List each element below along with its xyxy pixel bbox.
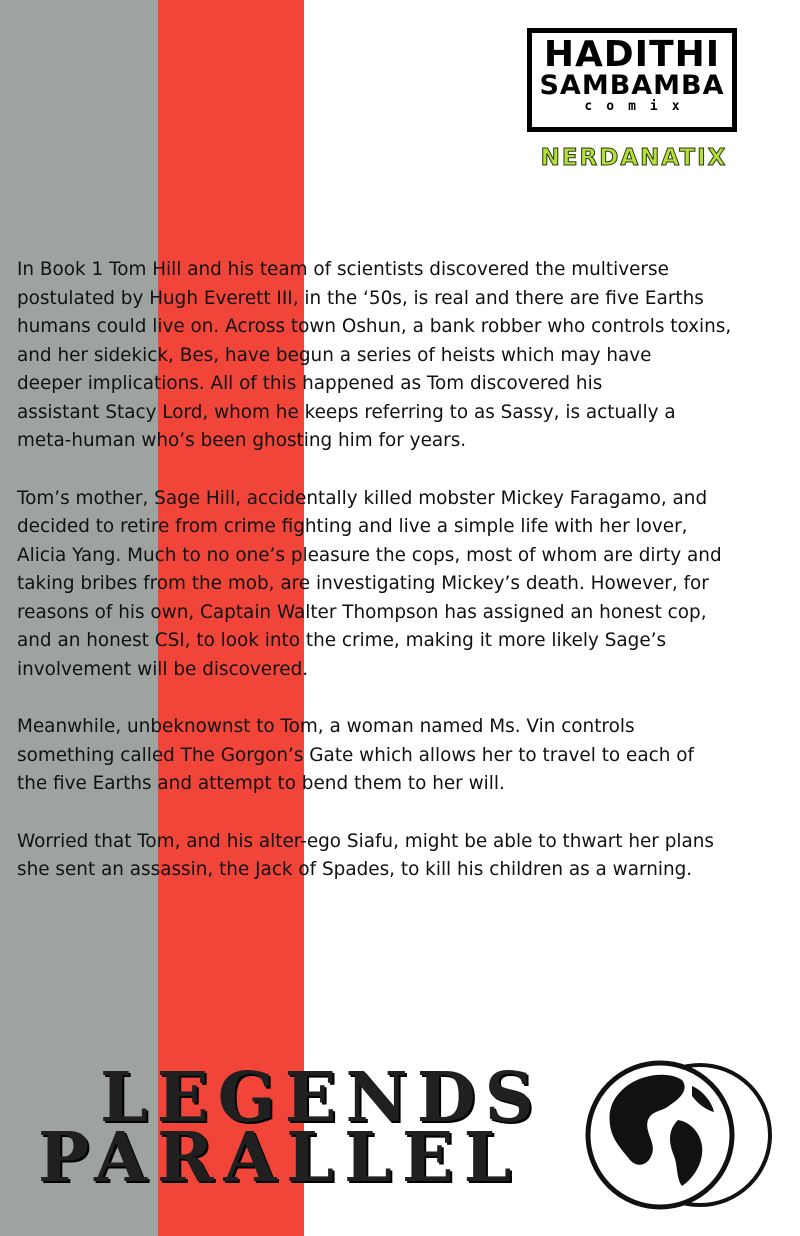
paragraph: Meanwhile, unbeknownst to Tom, a woman named Ms. Vin controls something called The Gorgon’s Gate which allows her to travel to each of the five Earths and attempt to bend them to her will. (17, 716, 694, 794)
paragraph: Tom’s mother, Sage Hill, accidentally killed mobster Mickey Faragamo, and decided to retire from crime fighting and live a simple life with her lover, Alicia Yang. Much to no one’s pleasure the cops, most of whom are dirty and taking bribes from the mob, are investigating Mickey’s death. However, for reasons of his own, Captain Walter Thompson has assigned an honest cop, and an honest CSI, to look into the crime, making it more likely Sage’s involvement will be discovered. (17, 487, 722, 680)
paragraph: In Book 1 Tom Hill and his team of scientists discovered the multiverse postulated by Hugh Everett III, in the ‘50s, is real and there are five Earths humans could live on. Across town Oshun, a bank robber who controls toxins, and her sidekick, Bes, have begun a series of heists which may have deeper implications. All of this happened as Tom discovered his assistant Stacy Lord, whom he keeps referring to as Sassy, is actually a meta-human who’s been ghosting him for years. (17, 259, 732, 451)
imprint-logo: NERDANATIX (540, 145, 728, 171)
paragraph: Worried that Tom, and his alter-ego Siafu, might be able to thwart her plans she sent an assassin, the Jack of Spades, to kill his children as a warning. (17, 830, 715, 880)
globe-icon (582, 1050, 772, 1220)
publisher-logo (527, 28, 737, 132)
logo-line-comix: comix (584, 99, 694, 114)
story-summary (17, 256, 787, 914)
title-legends: LEGENDS (100, 1058, 543, 1138)
logo-line-sambamba: SAMBAMBA (539, 70, 725, 101)
title-parallel: PARALLEL (38, 1118, 522, 1198)
logo-line-hadithi: HADITHI (543, 34, 721, 75)
